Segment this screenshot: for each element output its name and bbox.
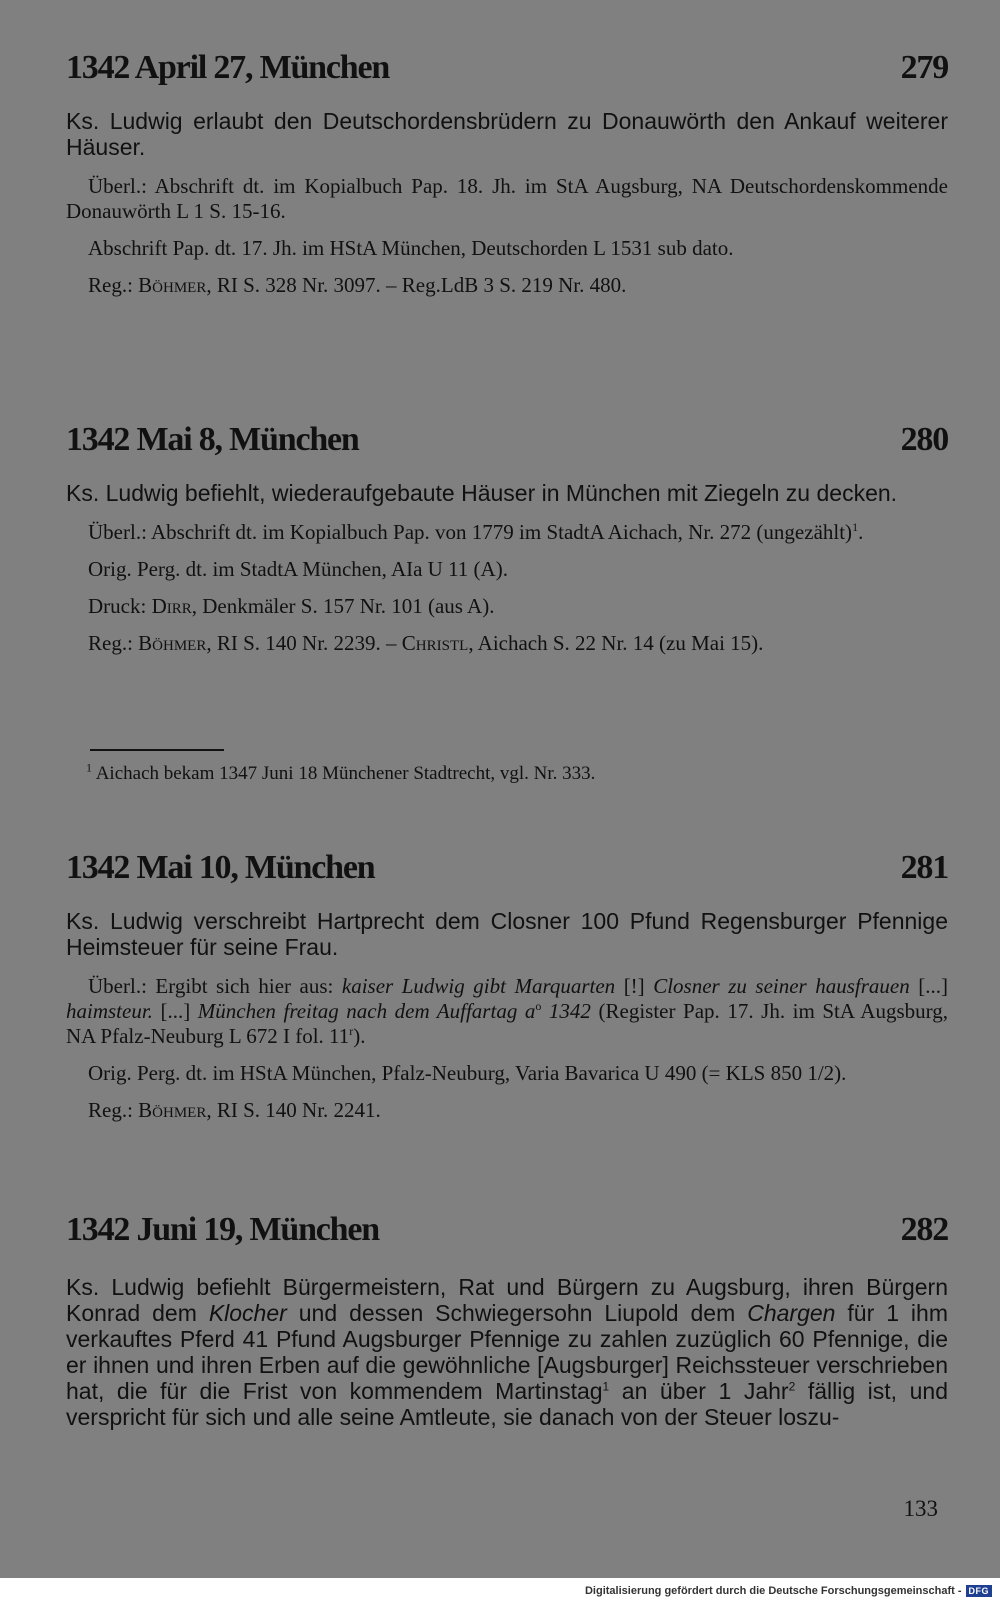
entry-summary: Ks. Ludwig befiehlt Bürgermeistern, Rat und Bürgern zu Augsburg, ihren Bürgern Konrad dem Klocher und dessen Schwiegersohn Liupold dem Chargen für 1 ihm verkauftes Pferd 41 Pfund Augsburger Pfennige zu zahlen zuzüglich 60 Pfennige, die er ihnen und ihren Erben auf die gewöhnliche [Augsburger] Reichssteuer verschrieben hat, die für die Frist von kommendem Martinstag$^1$ an über 1 Jahr$^2$ fällig ist, und verspricht für sich und alle seine Amtleute, sie danach von der Steuer loszu- bbox=[66, 1274, 948, 1430]
tradition-note: Überl.: Abschrift dt. im Kopialbuch Pap. 18. Jh. im StA Augsburg, NA Deutschordenskommende Donauwörth L 1 S. 15-16. bbox=[66, 174, 948, 223]
copy-note: Abschrift Pap. dt. 17. Jh. im HStA München, Deutschorden L 1531 sub dato. bbox=[88, 236, 734, 260]
tradition-note: Überl.: Ergibt sich hier aus: kaiser Ludwig gibt Marquarten [!] Closner zu seiner hausfrauen [...] haimsteur. [...] München freitag nach dem Auffartag $a^o$ 1342 (Register Pap. 17. Jh. im StA Augsburg, NA Pfalz-Neuburg L 672 I fol. 11$^r$). bbox=[66, 974, 948, 1048]
original-note: Orig. Perg. dt. im HStA München, Pfalz-Neuburg, Varia Bavarica U 490 (= KLS 850 1/2). bbox=[88, 1061, 847, 1085]
original-note: Orig. Perg. dt. im StadtA München, AIa U 11 (A). bbox=[88, 557, 508, 581]
funding-footer bbox=[0, 1578, 1000, 1604]
regest-note: Reg.: Böhmer, RI S. 328 Nr. 3097. – Reg.LdB 3 S. 219 Nr. 480. bbox=[88, 273, 627, 297]
dfg-logo: DFG bbox=[966, 1585, 993, 1597]
footnote: $^1$ Aichach bekam 1347 Juni 18 Münchener Stadtrecht, vgl. Nr. 333. bbox=[86, 760, 596, 784]
entry-header bbox=[66, 1210, 948, 1250]
funding-text: Digitalisierung gefördert durch die Deutsche Forschungsgemeinschaft - bbox=[584, 1585, 962, 1597]
page-number: 133 bbox=[903, 1496, 938, 1521]
entry-date-place: 1342 April 27, München bbox=[66, 49, 390, 86]
entry-282 bbox=[66, 1210, 948, 1430]
entry-summary: Ks. Ludwig verschreibt Hartprecht dem Closner 100 Pfund Regensburger Pfennige Heimsteuer für seine Frau. bbox=[66, 908, 948, 960]
entry-date-place: 1342 Juni 19, München bbox=[66, 1211, 379, 1248]
entry-number: 281 bbox=[900, 849, 948, 886]
entry-280 bbox=[66, 420, 948, 656]
regest-note: Reg.: Böhmer, RI S. 140 Nr. 2241. bbox=[88, 1098, 381, 1122]
footnote-marker: 1 bbox=[852, 520, 859, 534]
entry-number: 279 bbox=[900, 49, 948, 86]
entry-281 bbox=[66, 848, 948, 1123]
entry-date-place: 1342 Mai 10, München bbox=[66, 849, 375, 886]
regest-note: Reg.: Böhmer, RI S. 140 Nr. 2239. – Christl, Aichach S. 22 Nr. 14 (zu Mai 15). bbox=[88, 631, 764, 655]
entry-number: 280 bbox=[900, 421, 948, 458]
footnote-divider bbox=[90, 749, 224, 751]
entry-header bbox=[66, 48, 948, 88]
footnote-marker: 1 bbox=[86, 760, 92, 775]
print-note: Druck: Dirr, Denkmäler S. 157 Nr. 101 (aus A). bbox=[88, 594, 495, 618]
entry-summary: Ks. Ludwig erlaubt den Deutschordensbrüdern zu Donauwörth den Ankauf weiterer Häuser. bbox=[66, 108, 948, 160]
entry-date-place: 1342 Mai 8, München bbox=[66, 421, 359, 458]
entry-header bbox=[66, 848, 948, 888]
entry-header bbox=[66, 420, 948, 460]
entry-summary: Ks. Ludwig befiehlt, wiederaufgebaute Häuser in München mit Ziegeln zu decken. bbox=[66, 480, 898, 506]
entry-279 bbox=[66, 48, 948, 298]
entry-number: 282 bbox=[900, 1211, 948, 1248]
tradition-note: Überl.: Abschrift dt. im Kopialbuch Pap. von 1779 im StadtA Aichach, Nr. 272 (ungezählt)$^1$. bbox=[88, 520, 864, 544]
